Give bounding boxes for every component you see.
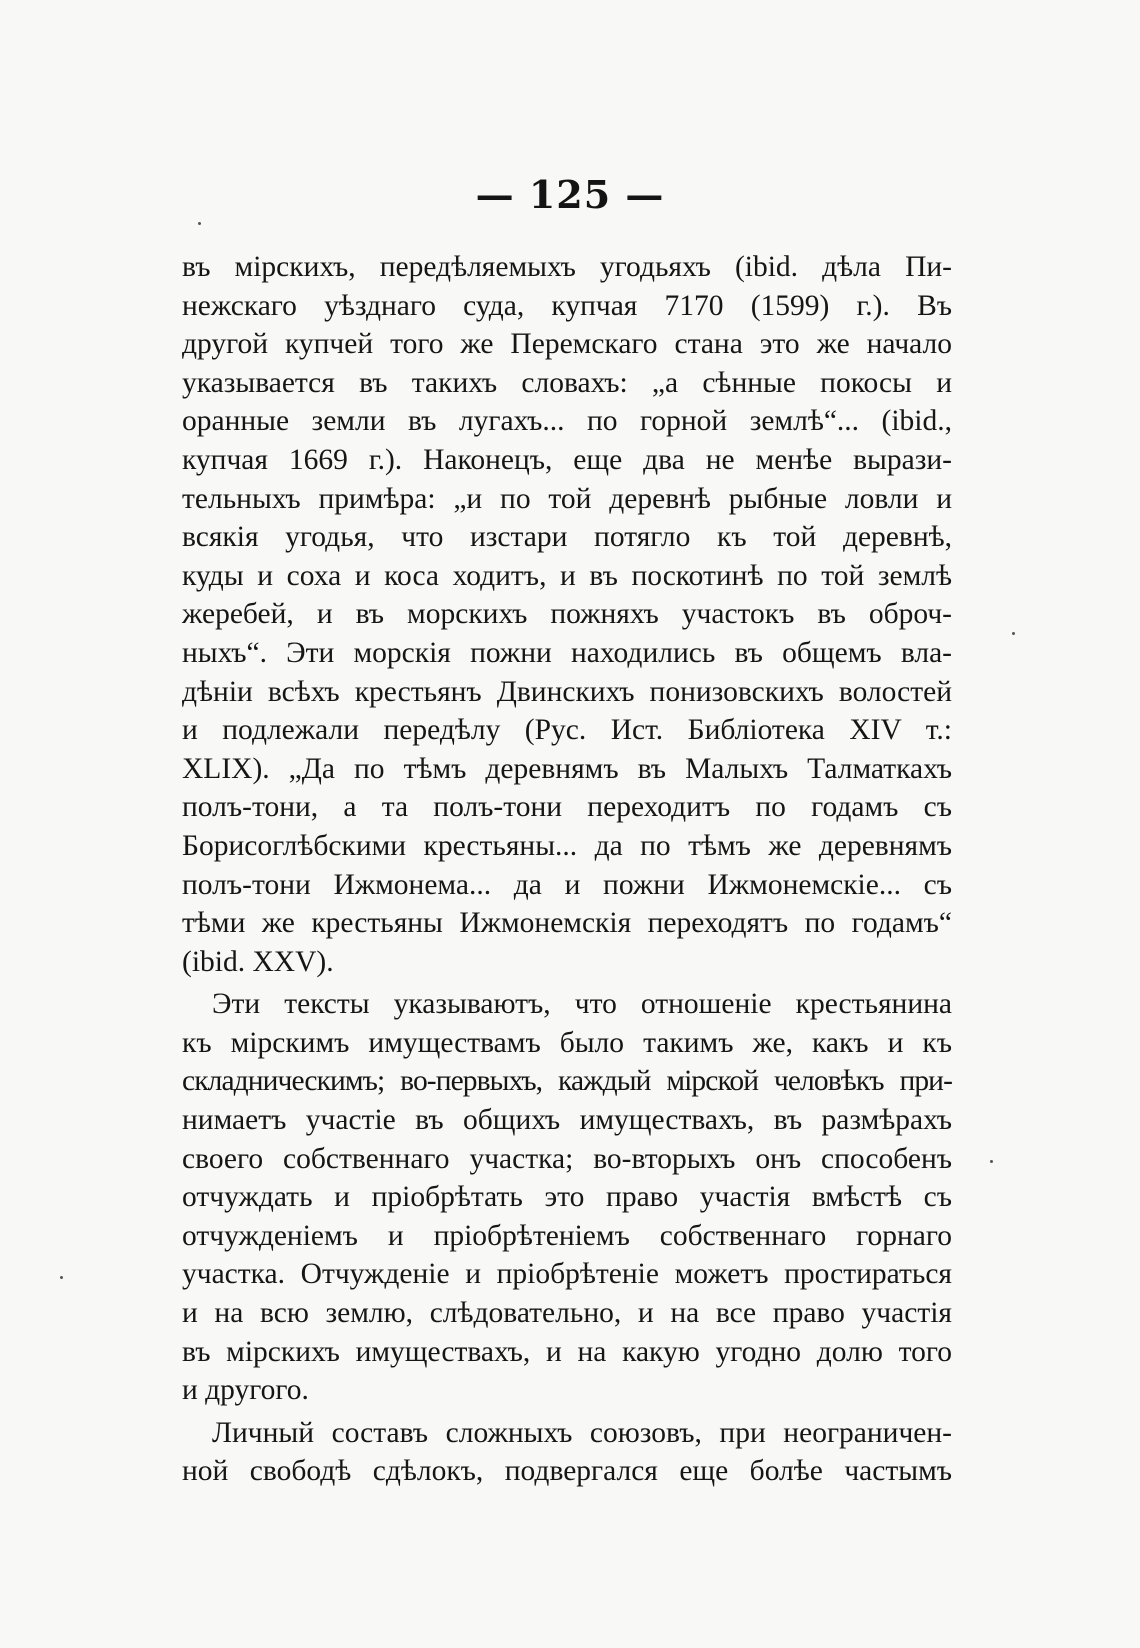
paragraph-1 bbox=[182, 248, 952, 981]
text-line: ныхъ“. Эти морскія пожни находились въ общемъ вла- bbox=[182, 636, 952, 669]
text-line: (ibid. XXV). bbox=[182, 945, 334, 978]
text-line: Борисоглѣбскими крестьяны... да по тѣмъ же деревнямъ bbox=[182, 829, 952, 862]
text-line: въ мірскихъ имуществахъ, и на какую угодно долю того bbox=[182, 1335, 952, 1368]
text-line: дѣніи всѣхъ крестьянъ Двинскихъ понизовскихъ волостей bbox=[182, 675, 952, 708]
text-line: Личный составъ сложныхъ союзовъ, при неограничен- bbox=[212, 1416, 952, 1449]
text-line: своего собственнаго участка; во-вторыхъ онъ способенъ bbox=[182, 1142, 952, 1175]
text-line: XLIX). „Да по тѣмъ деревнямъ въ Малыхъ Талматкахъ bbox=[182, 752, 952, 785]
scan-speck bbox=[198, 222, 201, 225]
scan-speck bbox=[60, 1276, 63, 1279]
scan-speck bbox=[1012, 632, 1015, 635]
body-text bbox=[182, 248, 952, 1491]
text-line: тельныхъ примѣра: „и по той деревнѣ рыбные ловли и bbox=[182, 482, 952, 515]
text-line: нимаетъ участіе въ общихъ имуществахъ, въ размѣрахъ bbox=[182, 1104, 952, 1137]
text-line: складническимъ; во-первыхъ, каждый мірской человѣкъ при- bbox=[182, 1065, 952, 1098]
paragraph-3 bbox=[182, 1414, 952, 1491]
text-line: и другого. bbox=[182, 1374, 309, 1407]
text-line: участка. Отчужденіе и пріобрѣтеніе можетъ простираться bbox=[182, 1258, 952, 1291]
text-line: всякія угодья, что изстари потягло къ той деревнѣ, bbox=[182, 521, 952, 554]
text-line: нежскаго уѣзднаго суда, купчая 7170 (1599) г.). Въ bbox=[182, 289, 952, 322]
page-number: — 125 — bbox=[475, 172, 665, 217]
text-line: оранные земли въ лугахъ... по горной землѣ“... (ibid., bbox=[182, 405, 952, 438]
text-line: полъ-тони Ижмонема... да и пожни Ижмонемскіе... съ bbox=[182, 868, 952, 901]
text-line: полъ-тони, а та полъ-тони переходитъ по годамъ съ bbox=[182, 791, 952, 824]
scan-speck bbox=[990, 1160, 993, 1163]
text-line: и подлежали передѣлу (Рус. Ист. Библіотека XIV т.: bbox=[182, 714, 952, 747]
paragraph-2 bbox=[182, 985, 952, 1410]
text-line: Эти тексты указываютъ, что отношеніе крестьянина bbox=[212, 988, 952, 1021]
text-line: жеребей, и въ морскихъ пожняхъ участокъ въ оброч- bbox=[182, 598, 952, 631]
text-line: отчужденіемъ и пріобрѣтеніемъ собственнаго горнаго bbox=[182, 1219, 952, 1252]
text-line: купчая 1669 г.). Наконецъ, еще два не менѣе вырази- bbox=[182, 443, 952, 476]
text-line: тѣми же крестьяны Ижмонемскія переходятъ по годамъ“ bbox=[182, 907, 952, 940]
text-line: въ мірскихъ, передѣляемыхъ угодьяхъ (ibid. дѣла Пи- bbox=[182, 251, 952, 283]
text-line: указывается въ такихъ словахъ: „а сѣнные покосы и bbox=[182, 366, 952, 399]
text-line: ной свободѣ сдѣлокъ, подвергался еще болѣе частымъ bbox=[182, 1455, 952, 1488]
text-line: куды и соха и коса ходитъ, и въ поскотинѣ по той землѣ bbox=[182, 559, 952, 592]
text-line: другой купчей того же Перемскаго стана это же начало bbox=[182, 328, 952, 361]
text-line: къ мірскимъ имуществамъ было такимъ же, какъ и къ bbox=[182, 1026, 952, 1059]
text-line: и на всю землю, слѣдовательно, и на все право участія bbox=[182, 1297, 952, 1330]
text-line: отчуждать и пріобрѣтать это право участія вмѣстѣ съ bbox=[182, 1181, 952, 1214]
